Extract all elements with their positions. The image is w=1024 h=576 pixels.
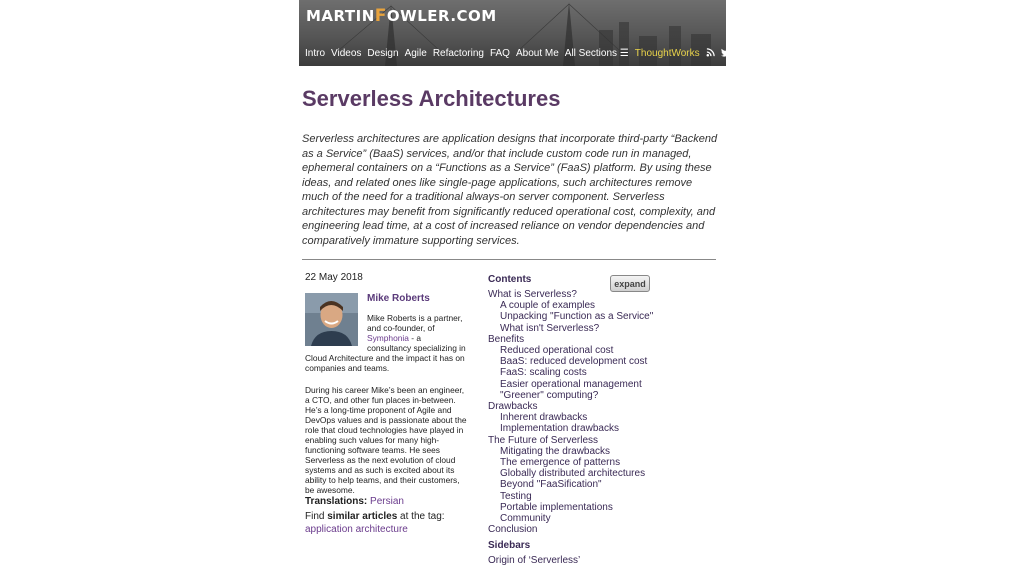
similar-pre: Find <box>305 511 328 522</box>
toc-item[interactable]: A couple of examples <box>500 300 596 312</box>
toc-item[interactable]: FaaS: scaling costs <box>500 367 587 379</box>
twitter-icon[interactable] <box>721 48 726 59</box>
similar-post: at the tag: <box>397 511 445 522</box>
article-abstract: Serverless architectures are application designs that incorporate third-party “Backend as a Service” (BaaS) services, and/or that include custom code run in managed, ephemeral containers on a “Functions as a Service” (FaaS) platform. By using these ideas, and related ones like single-page applications, such architectures remove much of the need for a traditional always-on server component. Serverless architectures may benefit from significantly reduced operational cost, complexity, and engineering lead time, at a cost of increased reliance on vendor dependencies and comparatively immature supporting services. <box>302 133 718 247</box>
symphonia-link[interactable]: Symphonia <box>367 333 409 343</box>
nav-thoughtworks[interactable]: ThoughtWorks <box>634 48 700 59</box>
toc-item[interactable]: Portable implementations <box>500 501 613 513</box>
menu-icon: ☰ <box>619 48 629 59</box>
toc-item[interactable]: Benefits <box>488 333 525 345</box>
nav-videos[interactable]: Videos <box>331 48 362 59</box>
divider <box>302 259 716 260</box>
toc-item[interactable]: Reduced operational cost <box>500 345 614 357</box>
photo-wrap-spacer <box>305 313 367 353</box>
nav-all-sections-label: All Sections <box>564 48 618 59</box>
toc-item[interactable]: Easier operational management <box>500 378 642 390</box>
toc-expand-button[interactable]: expand <box>610 275 650 292</box>
nav-agile[interactable]: Agile <box>404 48 427 59</box>
nav-all-sections[interactable] <box>565 48 629 59</box>
toc-sidebar-item[interactable]: Origin of ‘Serverless’ <box>488 555 581 567</box>
toc-item[interactable]: Community <box>500 513 551 525</box>
article-title: Serverless Architectures <box>302 86 561 111</box>
toc-item[interactable]: Inherent drawbacks <box>500 412 588 424</box>
translations-label: Translations: <box>305 496 368 507</box>
author-name-link[interactable]: Mike Roberts <box>367 293 430 304</box>
toc-item[interactable]: Drawbacks <box>488 401 538 413</box>
rss-icon[interactable] <box>706 48 715 59</box>
article-date: 22 May 2018 <box>305 272 363 283</box>
nav-about-me[interactable]: About Me <box>515 48 559 59</box>
nav-design[interactable]: Design <box>367 48 399 59</box>
main-nav <box>305 48 726 59</box>
toc-item[interactable]: The Future of Serverless <box>488 434 599 446</box>
toc-item[interactable]: Mitigating the drawbacks <box>500 445 611 457</box>
tag-application-architecture-link[interactable]: application architecture <box>305 524 408 535</box>
nav-refactoring[interactable]: Refactoring <box>432 48 484 59</box>
similar-articles <box>305 510 445 536</box>
nav-intro[interactable]: Intro <box>305 48 326 59</box>
toc-item[interactable]: Conclusion <box>488 524 538 536</box>
nav-faq[interactable]: FAQ <box>489 48 510 59</box>
toc-sidebars-title: Sidebars <box>488 540 531 552</box>
translation-persian-link[interactable]: Persian <box>370 496 404 507</box>
toc-item[interactable]: The emergence of patterns <box>500 457 621 469</box>
toc-item[interactable]: Implementation drawbacks <box>500 423 619 435</box>
bio1-pre: Mike Roberts is a partner, and co-founder, of <box>367 313 463 333</box>
toc-item[interactable]: "Greener" computing? <box>500 389 599 401</box>
toc-item[interactable]: What isn't Serverless? <box>500 322 600 334</box>
toc-item[interactable]: Globally distributed architectures <box>500 468 646 480</box>
toc-item[interactable]: What is Serverless? <box>488 289 577 300</box>
author-bio-career: During his career Mike’s been an engineer, a CTO, and other fun places in-between. He’s a long-time proponent of Agile and DevOps values and is passionate about the role that cloud technologies have played in enabling such values for many high-functioning software teams. He sees Serverless as the next evolution of cloud systems and as such is excited about its ability to help teams, and their customers, be awesome. <box>305 385 467 495</box>
toc-title: Contents <box>488 274 532 285</box>
site-logo[interactable]: MARTINFOWLER.COM <box>306 6 497 26</box>
toc-item[interactable]: Testing <box>500 490 532 502</box>
toc-item[interactable]: Unpacking "Function as a Service" <box>500 311 654 323</box>
bio1-post: - a consultancy specializing in Cloud Architecture and the impact it has on companies and teams. <box>305 333 466 373</box>
site-header <box>299 0 726 66</box>
translations <box>305 496 404 507</box>
similar-bold: similar articles <box>327 511 398 522</box>
toc-item[interactable]: Beyond "FaaSification" <box>500 479 602 491</box>
table-of-contents <box>488 274 658 567</box>
toc-item[interactable]: BaaS: reduced development cost <box>500 356 648 368</box>
author-bio-intro <box>305 313 467 373</box>
